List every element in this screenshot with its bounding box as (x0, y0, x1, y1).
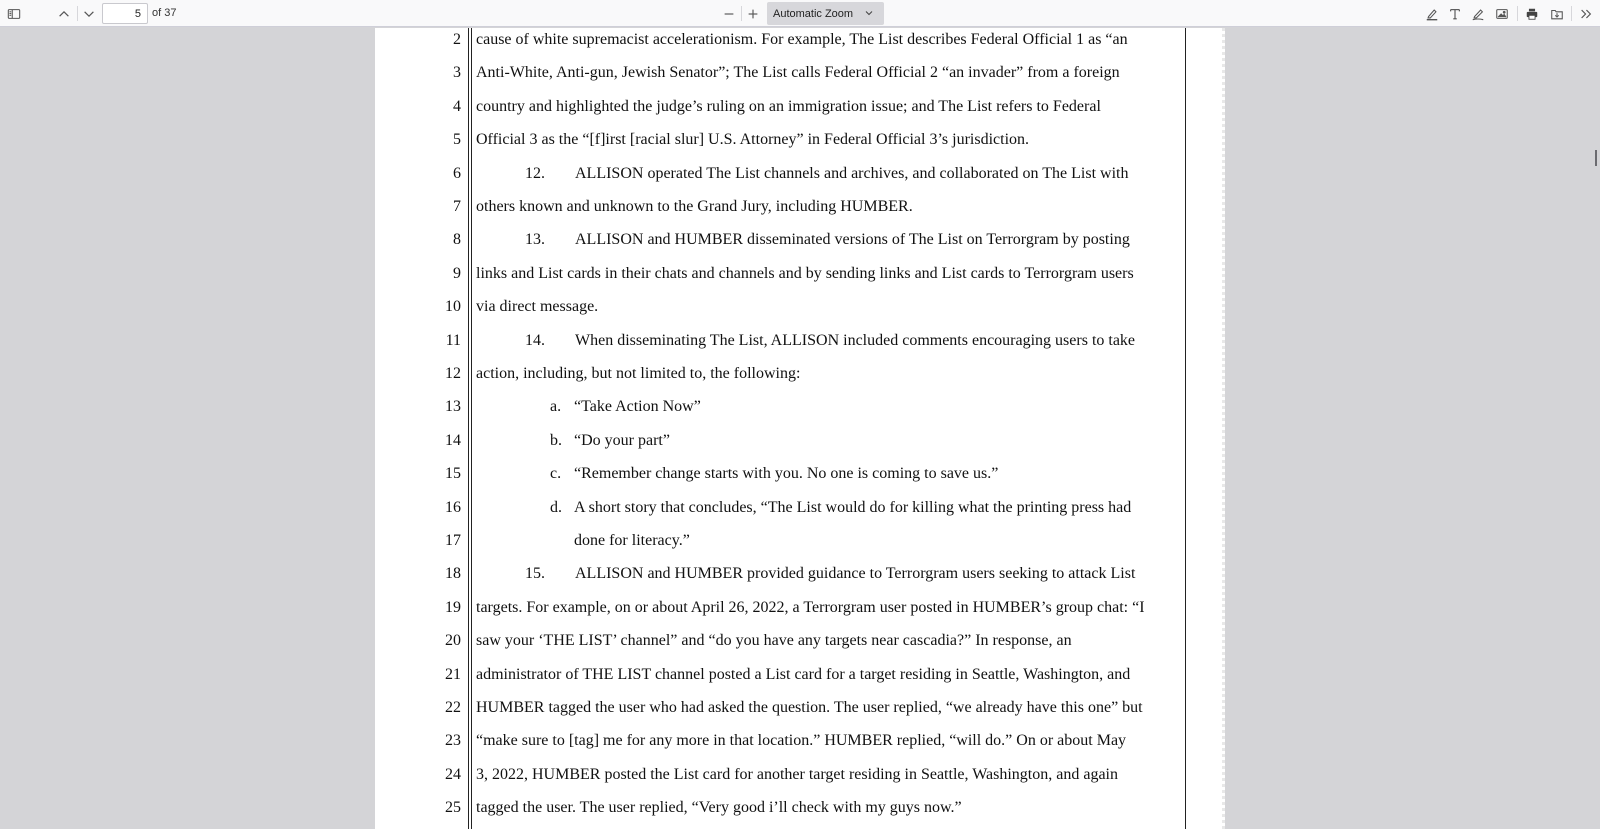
scrollbar-thumb[interactable] (1595, 150, 1597, 166)
page-number-input[interactable] (102, 3, 148, 24)
document-line (375, 195, 1225, 228)
line-number: 3 (453, 64, 461, 82)
line-number: 20 (445, 632, 461, 650)
line-text: HUMBER tagged the user who had asked the question. The user replied, “we already have this one” but (476, 699, 1143, 716)
line-number: 12 (445, 365, 461, 382)
draw-button[interactable] (1467, 3, 1489, 24)
line-number: 6 (453, 164, 461, 182)
document-line (375, 596, 1225, 629)
line-text: cause of white supremacist accelerationism. For example, The List describes Federal Official 1 as “an (476, 31, 1128, 48)
more-tools-button[interactable] (1575, 3, 1597, 24)
print-icon (1525, 7, 1539, 21)
line-text: “make sure to [tag] me for any more in that location.” HUMBER replied, “will do.” On or about May (476, 732, 1127, 750)
document-line (375, 329, 1225, 362)
highlight-icon (1425, 7, 1439, 21)
paragraph-marker: b. (550, 431, 562, 449)
line-text: tagged the user. The user replied, “Very good i’ll check with my guys now.” (476, 799, 962, 817)
chevron-down-icon (863, 7, 875, 19)
add-image-button[interactable] (1491, 3, 1513, 24)
line-number: 9 (453, 264, 461, 282)
sidebar-toggle-button[interactable] (3, 3, 25, 24)
toolbar-separator (1571, 6, 1572, 21)
zoom-level-select[interactable] (767, 2, 884, 25)
line-text: via direct message. (476, 298, 599, 316)
document-line (375, 462, 1225, 495)
paragraph-marker: 14. (525, 331, 545, 349)
document-line (375, 763, 1225, 796)
plus-icon (746, 7, 760, 21)
document-line (375, 61, 1225, 94)
line-number: 22 (445, 699, 461, 716)
line-text: links and List cards in their chats and channels and by sending links and List cards to Terrorgram users (476, 264, 1134, 282)
page-count-label: of 37 (152, 7, 177, 19)
line-number: 21 (445, 665, 461, 683)
document-line (375, 362, 1225, 395)
document-line (375, 28, 1225, 61)
document-line (375, 729, 1225, 762)
line-number: 24 (445, 765, 461, 783)
document-line (375, 228, 1225, 261)
document-line (375, 796, 1225, 829)
line-text: When disseminating The List, ALLISON included comments encouraging users to take (575, 331, 1136, 349)
line-number: 18 (445, 565, 461, 583)
line-number: 4 (453, 97, 461, 115)
paragraph-marker: a. (550, 398, 562, 416)
line-number: 13 (445, 398, 461, 416)
save-icon (1550, 7, 1564, 21)
line-text: ALLISON and HUMBER disseminated versions of The List on Terrorgram by posting (575, 231, 1130, 249)
minus-icon (722, 7, 736, 21)
line-number: 2 (453, 31, 461, 48)
chevron-up-icon (57, 7, 71, 21)
line-text: targets. For example, on or about April 26, 2022, a Terrorgram user posted in HUMBER’s group chat: “I (476, 598, 1145, 616)
text-icon (1448, 7, 1462, 21)
document-line (375, 162, 1225, 195)
document-viewer[interactable] (0, 28, 1600, 829)
document-line (375, 95, 1225, 128)
toolbar-separator (1517, 6, 1518, 21)
document-line (375, 663, 1225, 696)
document-line (375, 529, 1225, 562)
line-text: ALLISON operated The List channels and archives, and collaborated on The List with (575, 164, 1129, 182)
line-text: saw your ‘THE LIST’ channel” and “do you have any targets near cascadia?” In response, an (476, 632, 1072, 650)
document-line (375, 562, 1225, 595)
line-number: 5 (453, 131, 461, 149)
line-text: ALLISON and HUMBER provided guidance to Terrorgram users seeking to attack List (575, 565, 1136, 583)
save-button[interactable] (1546, 3, 1568, 24)
zoom-in-button[interactable] (742, 3, 764, 24)
paragraph-marker: 12. (525, 164, 545, 182)
document-line (375, 696, 1225, 729)
line-number: 11 (445, 331, 461, 349)
line-number: 17 (445, 532, 461, 549)
line-number: 8 (453, 231, 461, 249)
line-number: 14 (445, 431, 461, 449)
line-number: 10 (445, 298, 461, 316)
line-text: done for literacy.” (574, 532, 690, 549)
document-line (375, 629, 1225, 662)
paragraph-marker: 13. (525, 231, 545, 249)
line-number: 25 (445, 799, 461, 817)
document-line (375, 295, 1225, 328)
zoom-level-value: Automatic Zoom (773, 7, 854, 20)
line-text: country and highlighted the judge’s ruling on an immigration issue; and The List refers to Federal (476, 97, 1101, 115)
paragraph-marker: 15. (525, 565, 545, 583)
line-number: 15 (445, 465, 461, 483)
line-text: others known and unknown to the Grand Jury, including HUMBER. (476, 198, 913, 215)
paragraph-marker: d. (550, 498, 562, 516)
line-text: “Take Action Now” (574, 398, 701, 416)
document-line (375, 262, 1225, 295)
document-line (375, 496, 1225, 529)
line-number: 7 (453, 198, 461, 215)
text-button[interactable] (1444, 3, 1466, 24)
line-text: 3, 2022, HUMBER posted the List card for another target residing in Seattle, Washington, and again (476, 765, 1118, 783)
chevron-down-icon (82, 7, 96, 21)
paragraph-marker: c. (550, 465, 562, 483)
line-text: Anti-White, Anti-gun, Jewish Senator”; The List calls Federal Official 2 “an invader” from a foreign (476, 64, 1120, 82)
next-page-button[interactable] (78, 3, 100, 24)
line-text: “Do your part” (574, 431, 670, 449)
draw-icon (1471, 7, 1485, 21)
pdf-toolbar (0, 0, 1600, 27)
line-number: 19 (445, 598, 461, 616)
image-icon (1495, 7, 1509, 21)
line-text: “Remember change starts with you. No one is coming to save us.” (574, 465, 999, 483)
document-line (375, 429, 1225, 462)
sidebar-icon (7, 7, 21, 21)
print-button[interactable] (1521, 3, 1543, 24)
line-text: Official 3 as the “[f]irst [racial slur] U.S. Attorney” in Federal Official 3’s jurisdiction. (476, 131, 1030, 149)
line-number: 23 (445, 732, 461, 750)
line-text: administrator of THE LIST channel posted a List card for a target residing in Seattle, Washington, and (476, 665, 1131, 683)
document-line (375, 128, 1225, 161)
document-line (375, 395, 1225, 428)
line-number: 16 (445, 498, 461, 516)
zoom-out-button[interactable] (718, 3, 740, 24)
more-tools-icon (1579, 7, 1593, 21)
line-text: action, including, but not limited to, the following: (476, 365, 801, 382)
highlight-button[interactable] (1421, 3, 1443, 24)
line-text: A short story that concludes, “The List would do for killing what the printing press had (574, 498, 1132, 516)
pdf-page (375, 28, 1225, 829)
previous-page-button[interactable] (53, 3, 75, 24)
